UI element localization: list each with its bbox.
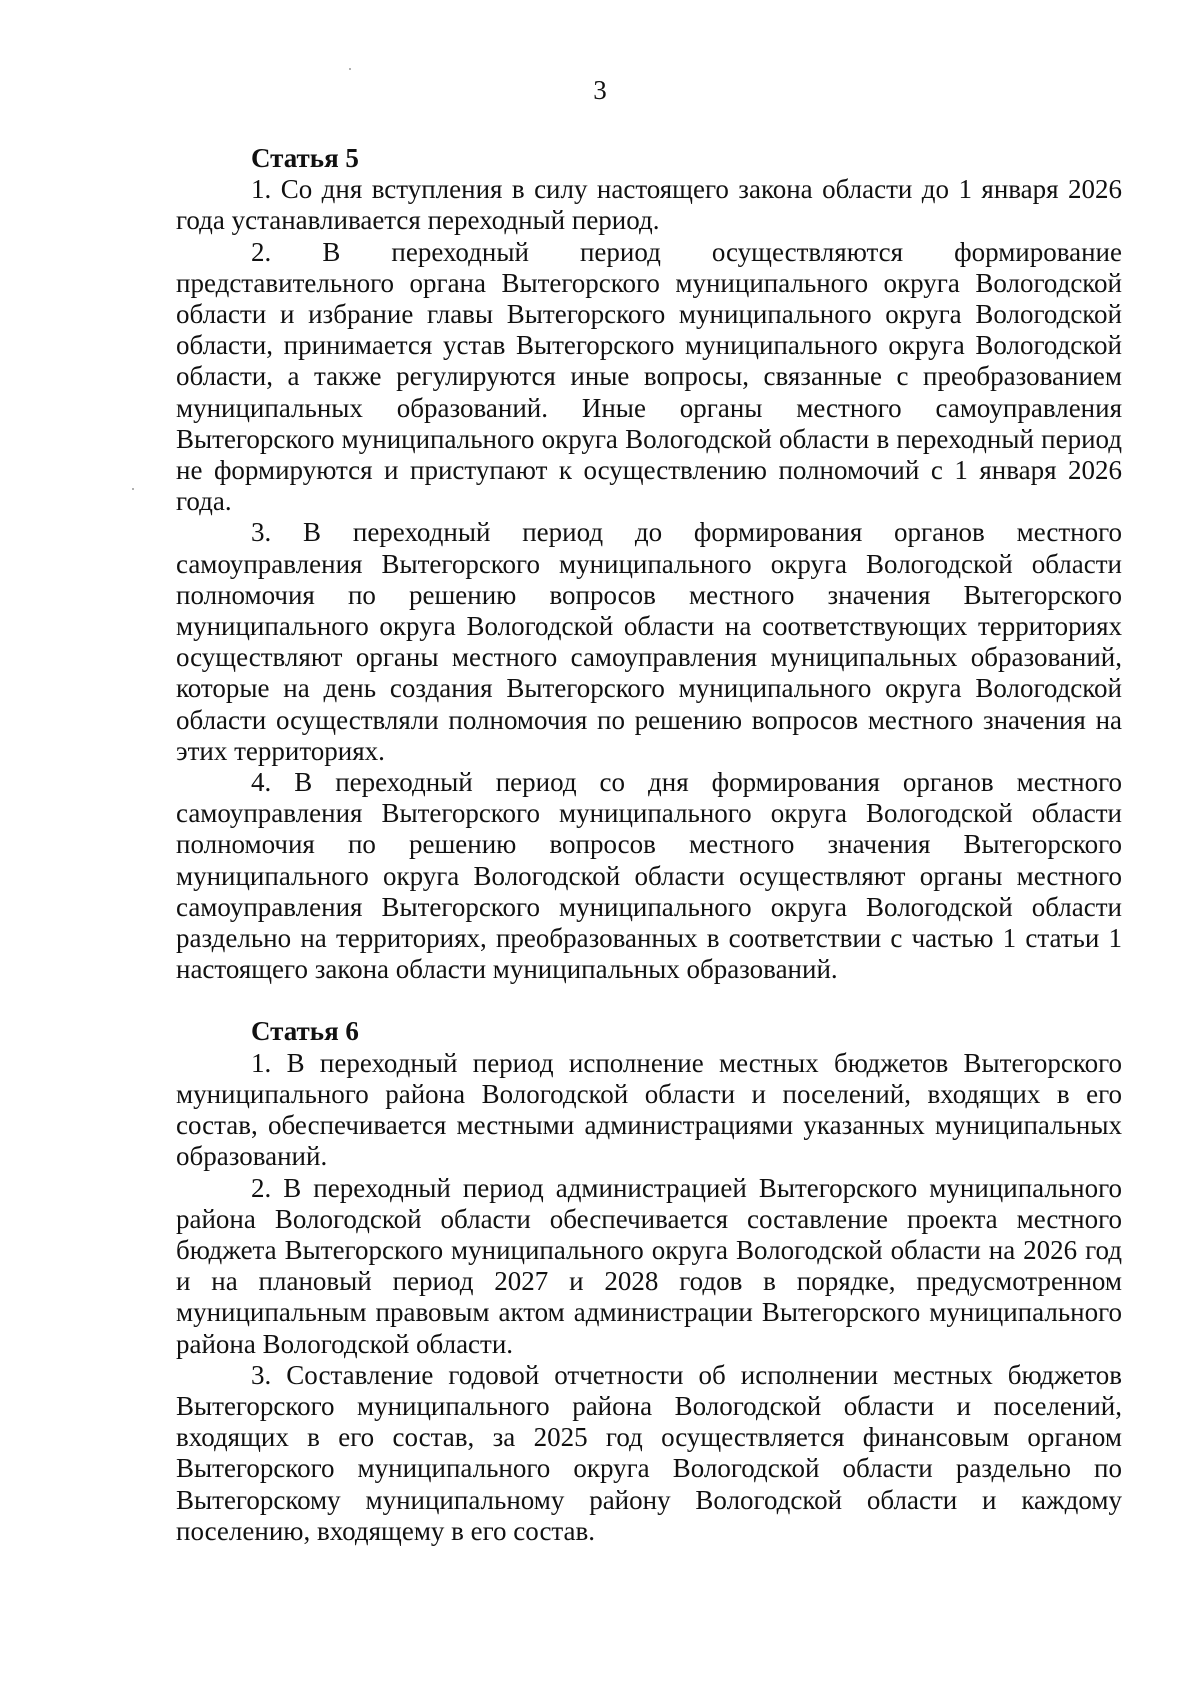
article-paragraph: 1. В переходный период исполнение местных бюджетов Вытегорского муниципального района Вологодской области и поселений, входящих в его состав, обеспечивается местными администрациями указанных муниципальных образований. xyxy=(176,1047,1122,1172)
page-number: 3 xyxy=(593,75,607,105)
article-paragraph: 1. Со дня вступления в силу настоящего закона области до 1 января 2026 года устанавливается переходный период. xyxy=(176,174,1122,236)
article-paragraph: 4. В переходный период со дня формирования органов местного самоуправления Вытегорского муниципального округа Вологодской области полномочия по решению вопросов местного значения Вытегорского муниципального округа Вологодской области осуществляют органы местного самоуправления Вытегорского муниципального округа Вологодской области раздельно на территориях, преобразованных в соответствии с частью 1 статьи 1 настоящего закона области муниципальных образований. xyxy=(176,767,1122,985)
scan-speck xyxy=(349,68,351,70)
article-6 xyxy=(176,1016,1122,1546)
document-body xyxy=(176,143,1122,1547)
article-paragraph: 3. Составление годовой отчетности об исполнении местных бюджетов Вытегорского муниципального района Вологодской области и поселений, входящих в его состав, за 2025 год осуществляется финансовым органом Вытегорского муниципального округа Вологодской области раздельно по Вытегорскому муниципальному району Вологодской области и каждому поселению, входящему в его состав. xyxy=(176,1359,1122,1546)
article-paragraph: 2. В переходный период осуществляются формирование представительного органа Вытегорского муниципального округа Вологодской области и избрание главы Вытегорского муниципального округа Вологодской области, принимается устав Вытегорского муниципального округа Вологодской области, а также регулируются иные вопросы, связанные с преобразованием муниципальных образований. Иные органы местного самоуправления Вытегорского муниципального округа Вологодской области в переходный период не формируются и приступают к осуществлению полномочий с 1 января 2026 года. xyxy=(176,236,1122,517)
article-title: Статья 5 xyxy=(251,143,359,173)
article-paragraph: 3. В переходный период до формирования органов местного самоуправления Вытегорского муниципального округа Вологодской области полномочия по решению вопросов местного значения Вытегорского муниципального округа Вологодской области на соответствующих территориях осуществляют органы местного самоуправления муниципальных образований, которые на день создания Вытегорского муниципального округа Вологодской области осуществляли полномочия по решению вопросов местного значения на этих территориях. xyxy=(176,517,1122,766)
article-5 xyxy=(176,143,1122,985)
article-paragraph: 2. В переходный период администрацией Вытегорского муниципального района Вологодской области обеспечивается составление проекта местного бюджета Вытегорского муниципального округа Вологодской области на 2026 год и на плановый период 2027 и 2028 годов в порядке, предусмотренном муниципальным правовым актом администрации Вытегорского муниципального района Вологодской области. xyxy=(176,1172,1122,1359)
article-title: Статья 6 xyxy=(251,1016,359,1047)
scan-speck xyxy=(132,488,134,490)
